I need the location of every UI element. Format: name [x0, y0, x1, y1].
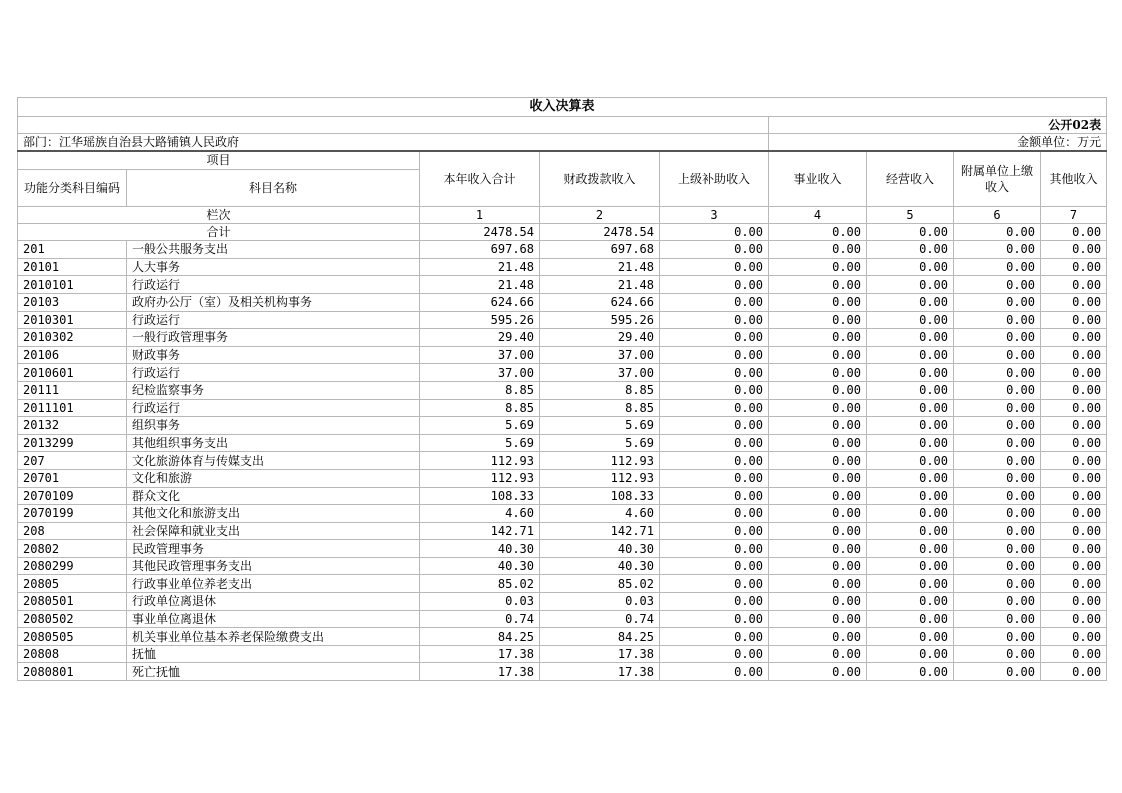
- amount-total: 37.00: [420, 346, 540, 364]
- amount-superior: 0.00: [660, 645, 769, 663]
- subject-code: 20101: [18, 258, 127, 276]
- subject-code: 2080502: [18, 610, 127, 628]
- total-value: 0.00: [867, 224, 954, 241]
- amount-total: 21.48: [420, 258, 540, 276]
- total-value: 0.00: [769, 224, 867, 241]
- amount-other: 0.00: [1041, 311, 1107, 329]
- amount-total: 84.25: [420, 628, 540, 646]
- amount-business: 0.00: [769, 487, 867, 505]
- table-row: [18, 329, 1107, 347]
- amount-superior: 0.00: [660, 364, 769, 382]
- amount-total: 17.38: [420, 663, 540, 681]
- amount-total: 112.93: [420, 469, 540, 487]
- subject-name: 一般行政管理事务: [127, 329, 420, 347]
- amount-affiliate: 0.00: [954, 293, 1041, 311]
- amount-other: 0.00: [1041, 258, 1107, 276]
- amount-operating: 0.00: [867, 557, 954, 575]
- amount-other: 0.00: [1041, 276, 1107, 294]
- amount-superior: 0.00: [660, 329, 769, 347]
- subject-code: 20111: [18, 381, 127, 399]
- subject-name: 其他组织事务支出: [127, 434, 420, 452]
- amount-superior: 0.00: [660, 434, 769, 452]
- table-row: [18, 593, 1107, 611]
- amount-affiliate: 0.00: [954, 329, 1041, 347]
- amount-fiscal: 40.30: [540, 557, 660, 575]
- table-row: [18, 557, 1107, 575]
- header-operating: 经营收入: [867, 151, 954, 206]
- subject-code: 20805: [18, 575, 127, 593]
- table-row: [18, 505, 1107, 523]
- amount-business: 0.00: [769, 434, 867, 452]
- amount-superior: 0.00: [660, 663, 769, 681]
- amount-fiscal: 37.00: [540, 364, 660, 382]
- table-title: 收入决算表: [18, 98, 1107, 117]
- amount-other: 0.00: [1041, 469, 1107, 487]
- total-row: [18, 224, 1107, 241]
- amount-fiscal: 697.68: [540, 241, 660, 259]
- total-value: 0.00: [954, 224, 1041, 241]
- table-row: [18, 381, 1107, 399]
- amount-operating: 0.00: [867, 241, 954, 259]
- amount-business: 0.00: [769, 417, 867, 435]
- subject-name: 人大事务: [127, 258, 420, 276]
- total-value: 2478.54: [420, 224, 540, 241]
- amount-business: 0.00: [769, 258, 867, 276]
- amount-superior: 0.00: [660, 311, 769, 329]
- amount-affiliate: 0.00: [954, 241, 1041, 259]
- amount-business: 0.00: [769, 645, 867, 663]
- column-number: 2: [540, 206, 660, 224]
- amount-business: 0.00: [769, 364, 867, 382]
- amount-fiscal: 5.69: [540, 417, 660, 435]
- amount-total: 112.93: [420, 452, 540, 470]
- amount-operating: 0.00: [867, 346, 954, 364]
- subject-code: 2070109: [18, 487, 127, 505]
- amount-affiliate: 0.00: [954, 557, 1041, 575]
- amount-operating: 0.00: [867, 329, 954, 347]
- amount-business: 0.00: [769, 241, 867, 259]
- amount-operating: 0.00: [867, 399, 954, 417]
- subject-name: 文化旅游体育与传媒支出: [127, 452, 420, 470]
- subject-code: 2010101: [18, 276, 127, 294]
- amount-superior: 0.00: [660, 258, 769, 276]
- header-fiscal: 财政拨款收入: [540, 151, 660, 206]
- amount-other: 0.00: [1041, 452, 1107, 470]
- subject-name: 纪检监察事务: [127, 381, 420, 399]
- amount-other: 0.00: [1041, 329, 1107, 347]
- amount-affiliate: 0.00: [954, 364, 1041, 382]
- amount-fiscal: 84.25: [540, 628, 660, 646]
- table-row: [18, 628, 1107, 646]
- amount-affiliate: 0.00: [954, 522, 1041, 540]
- amount-business: 0.00: [769, 311, 867, 329]
- amount-superior: 0.00: [660, 593, 769, 611]
- subject-name: 事业单位离退休: [127, 610, 420, 628]
- amount-other: 0.00: [1041, 610, 1107, 628]
- header-subject-name: 科目名称: [127, 169, 420, 206]
- amount-business: 0.00: [769, 346, 867, 364]
- table-row: [18, 293, 1107, 311]
- subject-name: 行政运行: [127, 276, 420, 294]
- amount-total: 40.30: [420, 540, 540, 558]
- amount-unit: 金额单位：万元: [769, 134, 1107, 152]
- subject-name: 财政事务: [127, 346, 420, 364]
- subject-code: 2080501: [18, 593, 127, 611]
- amount-affiliate: 0.00: [954, 452, 1041, 470]
- table-row: [18, 540, 1107, 558]
- header-item: 项目: [18, 151, 420, 169]
- amount-other: 0.00: [1041, 364, 1107, 382]
- table-row: [18, 276, 1107, 294]
- amount-operating: 0.00: [867, 540, 954, 558]
- amount-other: 0.00: [1041, 663, 1107, 681]
- amount-other: 0.00: [1041, 417, 1107, 435]
- amount-total: 85.02: [420, 575, 540, 593]
- amount-business: 0.00: [769, 663, 867, 681]
- amount-other: 0.00: [1041, 645, 1107, 663]
- table-row: [18, 364, 1107, 382]
- subject-name: 政府办公厅（室）及相关机构事务: [127, 293, 420, 311]
- subject-code: 2010301: [18, 311, 127, 329]
- amount-total: 5.69: [420, 417, 540, 435]
- amount-affiliate: 0.00: [954, 505, 1041, 523]
- amount-affiliate: 0.00: [954, 663, 1041, 681]
- total-value: 0.00: [660, 224, 769, 241]
- table-row: [18, 346, 1107, 364]
- amount-superior: 0.00: [660, 381, 769, 399]
- amount-operating: 0.00: [867, 452, 954, 470]
- amount-operating: 0.00: [867, 417, 954, 435]
- column-number: 6: [954, 206, 1041, 224]
- amount-operating: 0.00: [867, 311, 954, 329]
- amount-fiscal: 21.48: [540, 276, 660, 294]
- subject-name: 行政单位离退休: [127, 593, 420, 611]
- subject-name: 社会保障和就业支出: [127, 522, 420, 540]
- subject-name: 文化和旅游: [127, 469, 420, 487]
- amount-fiscal: 112.93: [540, 469, 660, 487]
- subject-code: 2011101: [18, 399, 127, 417]
- subject-name: 抚恤: [127, 645, 420, 663]
- table-row: [18, 663, 1107, 681]
- amount-operating: 0.00: [867, 575, 954, 593]
- amount-fiscal: 85.02: [540, 575, 660, 593]
- amount-fiscal: 21.48: [540, 258, 660, 276]
- subject-code: 208: [18, 522, 127, 540]
- amount-affiliate: 0.00: [954, 469, 1041, 487]
- amount-other: 0.00: [1041, 505, 1107, 523]
- amount-total: 0.74: [420, 610, 540, 628]
- amount-fiscal: 29.40: [540, 329, 660, 347]
- column-number: 3: [660, 206, 769, 224]
- amount-operating: 0.00: [867, 522, 954, 540]
- amount-fiscal: 624.66: [540, 293, 660, 311]
- subject-name: 行政事业单位养老支出: [127, 575, 420, 593]
- amount-total: 697.68: [420, 241, 540, 259]
- amount-superior: 0.00: [660, 487, 769, 505]
- total-value: 0.00: [1041, 224, 1107, 241]
- table-row: [18, 417, 1107, 435]
- amount-superior: 0.00: [660, 241, 769, 259]
- amount-other: 0.00: [1041, 575, 1107, 593]
- amount-superior: 0.00: [660, 557, 769, 575]
- amount-fiscal: 17.38: [540, 663, 660, 681]
- amount-operating: 0.00: [867, 610, 954, 628]
- amount-business: 0.00: [769, 276, 867, 294]
- amount-affiliate: 0.00: [954, 381, 1041, 399]
- total-value: 2478.54: [540, 224, 660, 241]
- table-row: [18, 487, 1107, 505]
- amount-business: 0.00: [769, 610, 867, 628]
- amount-superior: 0.00: [660, 540, 769, 558]
- amount-fiscal: 108.33: [540, 487, 660, 505]
- amount-total: 21.48: [420, 276, 540, 294]
- header-other: 其他收入: [1041, 151, 1107, 206]
- subject-code: 207: [18, 452, 127, 470]
- amount-superior: 0.00: [660, 505, 769, 523]
- amount-fiscal: 142.71: [540, 522, 660, 540]
- amount-affiliate: 0.00: [954, 434, 1041, 452]
- subject-name: 其他文化和旅游支出: [127, 505, 420, 523]
- amount-fiscal: 0.74: [540, 610, 660, 628]
- amount-business: 0.00: [769, 575, 867, 593]
- header-total: 本年收入合计: [420, 151, 540, 206]
- subject-code: 2070199: [18, 505, 127, 523]
- subject-name: 其他民政管理事务支出: [127, 557, 420, 575]
- amount-total: 17.38: [420, 645, 540, 663]
- amount-other: 0.00: [1041, 557, 1107, 575]
- table-row: [18, 241, 1107, 259]
- amount-fiscal: 5.69: [540, 434, 660, 452]
- amount-total: 4.60: [420, 505, 540, 523]
- amount-other: 0.00: [1041, 399, 1107, 417]
- table-row: [18, 258, 1107, 276]
- subject-name: 行政运行: [127, 364, 420, 382]
- amount-superior: 0.00: [660, 452, 769, 470]
- amount-total: 624.66: [420, 293, 540, 311]
- column-number: 5: [867, 206, 954, 224]
- amount-other: 0.00: [1041, 434, 1107, 452]
- amount-affiliate: 0.00: [954, 593, 1041, 611]
- amount-other: 0.00: [1041, 628, 1107, 646]
- amount-fiscal: 40.30: [540, 540, 660, 558]
- amount-operating: 0.00: [867, 469, 954, 487]
- subject-code: 20132: [18, 417, 127, 435]
- subject-code: 20701: [18, 469, 127, 487]
- amount-superior: 0.00: [660, 346, 769, 364]
- table-row: [18, 575, 1107, 593]
- amount-affiliate: 0.00: [954, 610, 1041, 628]
- amount-business: 0.00: [769, 399, 867, 417]
- column-number: 1: [420, 206, 540, 224]
- amount-other: 0.00: [1041, 522, 1107, 540]
- amount-operating: 0.00: [867, 487, 954, 505]
- subject-code: 20106: [18, 346, 127, 364]
- amount-superior: 0.00: [660, 399, 769, 417]
- subject-name: 民政管理事务: [127, 540, 420, 558]
- income-statement-sheet: [17, 97, 1106, 681]
- amount-affiliate: 0.00: [954, 487, 1041, 505]
- amount-affiliate: 0.00: [954, 645, 1041, 663]
- subject-code: 2080505: [18, 628, 127, 646]
- amount-operating: 0.00: [867, 276, 954, 294]
- amount-total: 595.26: [420, 311, 540, 329]
- header-business: 事业收入: [769, 151, 867, 206]
- amount-operating: 0.00: [867, 381, 954, 399]
- amount-business: 0.00: [769, 628, 867, 646]
- amount-superior: 0.00: [660, 417, 769, 435]
- amount-operating: 0.00: [867, 593, 954, 611]
- amount-operating: 0.00: [867, 258, 954, 276]
- amount-other: 0.00: [1041, 241, 1107, 259]
- amount-superior: 0.00: [660, 575, 769, 593]
- subject-name: 一般公共服务支出: [127, 241, 420, 259]
- amount-business: 0.00: [769, 593, 867, 611]
- amount-business: 0.00: [769, 452, 867, 470]
- subject-code: 2080801: [18, 663, 127, 681]
- subject-name: 组织事务: [127, 417, 420, 435]
- amount-operating: 0.00: [867, 434, 954, 452]
- amount-business: 0.00: [769, 329, 867, 347]
- table-row: [18, 452, 1107, 470]
- table-row: [18, 610, 1107, 628]
- subject-code: 201: [18, 241, 127, 259]
- table-row: [18, 522, 1107, 540]
- amount-fiscal: 4.60: [540, 505, 660, 523]
- amount-total: 0.03: [420, 593, 540, 611]
- amount-total: 8.85: [420, 381, 540, 399]
- amount-business: 0.00: [769, 381, 867, 399]
- amount-other: 0.00: [1041, 540, 1107, 558]
- subject-name: 机关事业单位基本养老保险缴费支出: [127, 628, 420, 646]
- table-row: [18, 469, 1107, 487]
- subject-name: 死亡抚恤: [127, 663, 420, 681]
- amount-fiscal: 17.38: [540, 645, 660, 663]
- amount-total: 29.40: [420, 329, 540, 347]
- amount-superior: 0.00: [660, 293, 769, 311]
- amount-operating: 0.00: [867, 293, 954, 311]
- subject-code: 2010302: [18, 329, 127, 347]
- amount-superior: 0.00: [660, 469, 769, 487]
- amount-total: 40.30: [420, 557, 540, 575]
- amount-operating: 0.00: [867, 505, 954, 523]
- amount-superior: 0.00: [660, 610, 769, 628]
- amount-affiliate: 0.00: [954, 417, 1041, 435]
- amount-superior: 0.00: [660, 276, 769, 294]
- table-row: [18, 434, 1107, 452]
- amount-affiliate: 0.00: [954, 276, 1041, 294]
- column-number: 4: [769, 206, 867, 224]
- amount-affiliate: 0.00: [954, 628, 1041, 646]
- amount-total: 108.33: [420, 487, 540, 505]
- amount-business: 0.00: [769, 293, 867, 311]
- amount-total: 5.69: [420, 434, 540, 452]
- subject-name: 群众文化: [127, 487, 420, 505]
- amount-business: 0.00: [769, 522, 867, 540]
- subject-name: 行政运行: [127, 311, 420, 329]
- amount-affiliate: 0.00: [954, 258, 1041, 276]
- table-row: [18, 645, 1107, 663]
- amount-operating: 0.00: [867, 364, 954, 382]
- total-label: 合计: [18, 224, 420, 241]
- subject-code: 2013299: [18, 434, 127, 452]
- amount-other: 0.00: [1041, 293, 1107, 311]
- amount-affiliate: 0.00: [954, 540, 1041, 558]
- table-row: [18, 399, 1107, 417]
- amount-fiscal: 0.03: [540, 593, 660, 611]
- form-code: 公开02表: [769, 117, 1107, 134]
- subject-code: 20103: [18, 293, 127, 311]
- amount-fiscal: 37.00: [540, 346, 660, 364]
- amount-fiscal: 595.26: [540, 311, 660, 329]
- header-superior: 上级补助收入: [660, 151, 769, 206]
- amount-other: 0.00: [1041, 346, 1107, 364]
- amount-superior: 0.00: [660, 628, 769, 646]
- amount-affiliate: 0.00: [954, 575, 1041, 593]
- header-affiliate: 附属单位上缴收入: [954, 151, 1041, 206]
- amount-total: 37.00: [420, 364, 540, 382]
- amount-total: 142.71: [420, 522, 540, 540]
- amount-affiliate: 0.00: [954, 311, 1041, 329]
- subject-code: 20808: [18, 645, 127, 663]
- department-label: 部门：江华瑶族自治县大路铺镇人民政府: [18, 134, 769, 152]
- amount-superior: 0.00: [660, 522, 769, 540]
- subject-code: 20802: [18, 540, 127, 558]
- amount-total: 8.85: [420, 399, 540, 417]
- amount-business: 0.00: [769, 557, 867, 575]
- amount-affiliate: 0.00: [954, 399, 1041, 417]
- amount-fiscal: 8.85: [540, 399, 660, 417]
- subject-code: 2080299: [18, 557, 127, 575]
- blank-cell: [18, 117, 769, 134]
- amount-other: 0.00: [1041, 487, 1107, 505]
- table-row: [18, 311, 1107, 329]
- amount-fiscal: 8.85: [540, 381, 660, 399]
- amount-other: 0.00: [1041, 381, 1107, 399]
- subject-code: 2010601: [18, 364, 127, 382]
- amount-affiliate: 0.00: [954, 346, 1041, 364]
- column-number: 7: [1041, 206, 1107, 224]
- amount-operating: 0.00: [867, 645, 954, 663]
- amount-operating: 0.00: [867, 663, 954, 681]
- amount-other: 0.00: [1041, 593, 1107, 611]
- column-label: 栏次: [18, 206, 420, 224]
- amount-operating: 0.00: [867, 628, 954, 646]
- amount-business: 0.00: [769, 505, 867, 523]
- amount-fiscal: 112.93: [540, 452, 660, 470]
- header-func-code: 功能分类科目编码: [18, 169, 127, 206]
- income-table: [17, 97, 1107, 681]
- amount-business: 0.00: [769, 540, 867, 558]
- subject-name: 行政运行: [127, 399, 420, 417]
- amount-business: 0.00: [769, 469, 867, 487]
